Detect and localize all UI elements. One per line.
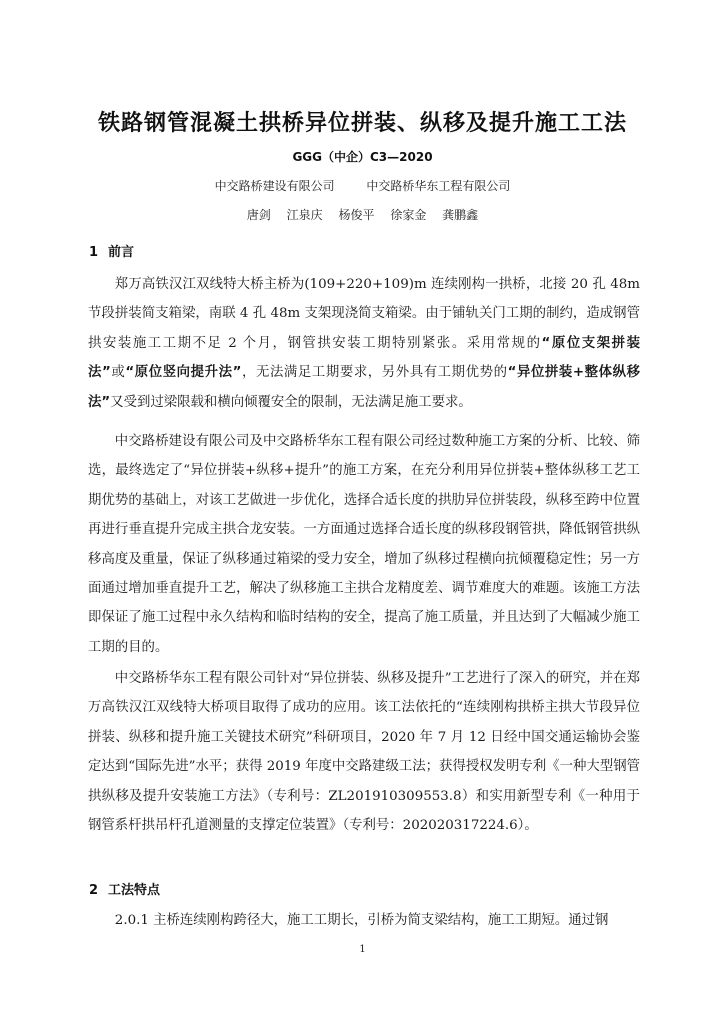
standard-code: GGG（中企）C3—2020	[292, 150, 433, 164]
emphasis: “原位竖向提升法”	[125, 365, 242, 381]
author: 唐剑	[246, 208, 271, 222]
author: 徐家金	[390, 208, 427, 222]
emphasis: “异位拼装+整体纵移法”	[88, 365, 641, 410]
paragraph: 中交路桥建设有限公司及中交路桥华东工程有限公司经过数种施工方案的分析、比较、筛选，最终选定了“异位拼装+纵移+提升”的施工方案，在充分利用异位拼装+整体纵移工艺工期优势的基础上，对该工艺做进一步优化，选择合适长度的拱肋异位拼装段，纵移至跨中位置再进行垂直提升完成主拱合龙安装。一方面通过选择合适长度的纵移段钢管拱，降低钢管拱纵移高度及重量，保证了纵移通过箱梁的受力安全，增加了纵移过程横向抗倾覆稳定性；另一方面通过增加垂直提升工艺，解决了纵移施工主拱合龙精度差、调节难度大的难题。该施工方法即保证了施工过程中永久结构和临时结构的安全，提高了施工质量，并且达到了大幅减少施工工期的目的。	[88, 434, 640, 655]
paragraph: 中交路桥华东工程有限公司针对“异位拼装、纵移及提升”工艺进行了深入的研究，并在郑万高铁汉江双线特大桥项目取得了成功的应用。该工法依托的“连续刚构拱桥主拱大节段异位拼装、纵移和提升施工关键技术研究”科研项目，2020 年 7 月 12 日经中国交通运输协会鉴定达到“国际先进”水平；获得 2019 年度中交路建级工法；获得授权发明专利《一种大型钢管拱纵移及提升安装施工方法》（专利号：ZL201910309553.8）和实用新型专利《一种用于钢管系杆拱吊杆孔道测量的支撑定位装置》（专利号：202020317224.6）。	[88, 671, 640, 834]
organization-1: 中交路桥建设有限公司	[214, 179, 335, 193]
authors	[0, 206, 725, 223]
page-number: 1	[359, 944, 366, 955]
section-title: 前言	[108, 245, 135, 260]
author: 杨俊平	[338, 208, 375, 222]
document-title: 铁路钢管混凝土拱桥异位拼装、纵移及提升施工工法	[97, 111, 627, 136]
section-heading-features	[89, 879, 160, 898]
section-heading-preface	[89, 241, 134, 260]
author: 江泉庆	[286, 208, 323, 222]
emphasis: “原位支架拼装法”	[88, 335, 640, 381]
section-title: 工法特点	[108, 883, 161, 898]
section-number: 1	[89, 245, 99, 260]
author: 龚鹏鑫	[442, 208, 479, 222]
paragraph: 2.0.1 主桥连续刚构跨径大，施工工期长，引桥为简支梁结构，施工工期短。通过钢	[114, 913, 609, 928]
organizations	[0, 177, 725, 194]
organization-2: 中交路桥华东工程有限公司	[366, 179, 511, 193]
section-number: 2	[89, 883, 99, 898]
paragraph: 郑万高铁汉江双线特大桥主桥为(109+220+109)m 连续刚构一拱桥，北接 20 孔 48m 节段拼装简支箱梁，南联 4 孔 48m 支架现浇简支箱梁。由于铺轨关门工期的制约，造成钢管拱安装施工工期不足 2 个月，钢管拱安装工期特别紧张。采用常规的“原位支架拼装法”或“原位竖向提升法”，无法满足工期要求，另外具有工期优势的“异位拼装+整体纵移法”又受到过梁限载和横向倾覆安全的限制，无法满足施工要求。	[88, 277, 641, 410]
